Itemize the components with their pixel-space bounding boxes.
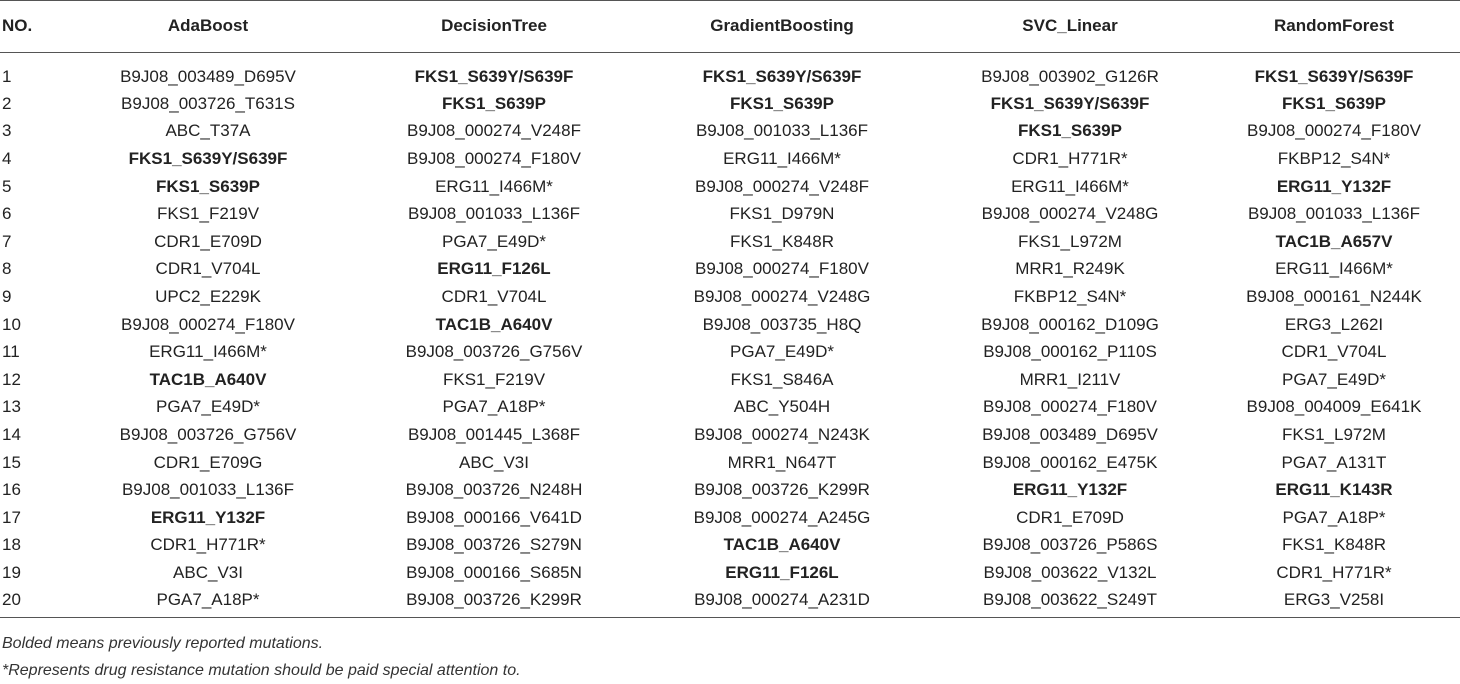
table-row [0,393,1460,421]
gradientboosting-mutation-cell: B9J08_003735_H8Q [702,314,862,334]
svc-linear-mutation-cell: B9J08_003902_G126R [981,66,1159,86]
svc-linear-mutation-cell: ERG11_I466M* [1011,176,1129,196]
gradientboosting-mutation-cell: B9J08_000274_A245G [693,507,871,527]
header-randomforest: RandomForest [1208,0,1460,52]
table-row [0,255,1460,283]
gradientboosting-mutation-cell: B9J08_000274_N243K [694,424,870,444]
header-gradientboosting: GradientBoosting [632,0,932,52]
randomforest-mutation-cell: ERG11_K143R [1275,480,1393,500]
row-number-cell: 3 [2,121,12,141]
randomforest-mutation-cell: B9J08_004009_E641K [1246,397,1422,417]
decisiontree-mutation-cell: B9J08_001033_L136F [407,204,581,224]
decisiontree-mutation-cell: CDR1_V704L [441,286,547,306]
randomforest-mutation-cell: FKS1_S639P [1282,93,1386,113]
table-row [0,421,1460,449]
bold-footnote: Bolded means previously reported mutations. [2,635,324,652]
svc-linear-mutation-cell: ERG11_Y132F [1012,480,1128,500]
gradientboosting-mutation-cell: B9J08_000274_V248F [695,176,869,196]
randomforest-mutation-cell: ERG3_V258I [1208,586,1460,618]
svc-linear-mutation-cell: B9J08_003622_S249T [932,586,1208,618]
gradientboosting-mutation-cell: MRR1_N647T [727,452,837,472]
decisiontree-mutation-cell: B9J08_001445_L368F [407,424,581,444]
svc-linear-mutation-cell: FKS1_S639P [1018,121,1122,141]
svc-linear-mutation-cell: B9J08_003622_V132L [983,562,1157,582]
row-number-cell: 6 [2,204,12,224]
table-footnotes [2,630,521,684]
svc-linear-mutation-cell: B9J08_000162_E475K [982,452,1158,472]
row-number-cell: 15 [2,452,21,472]
adaboost-mutation-cell: PGA7_E49D* [156,397,260,417]
randomforest-mutation-cell: FKBP12_S4N* [1277,148,1391,168]
adaboost-mutation-cell: ABC_T37A [165,121,251,141]
randomforest-mutation-cell: FKS1_L972M [1282,424,1386,444]
table-row [0,172,1460,200]
svc-linear-mutation-cell: B9J08_000162_P110S [983,342,1157,362]
randomforest-mutation-cell: FKS1_S639Y/S639F [1254,66,1414,86]
decisiontree-mutation-cell: B9J08_003726_K299R [356,586,632,618]
randomforest-mutation-cell: ERG11_I466M* [1275,259,1393,279]
table-body [0,52,1460,618]
gradientboosting-mutation-cell: ERG11_F126L [725,562,839,582]
row-number-cell: 12 [2,369,21,389]
adaboost-mutation-cell: CDR1_E709D [154,231,262,251]
svc-linear-mutation-cell: B9J08_003726_P586S [982,535,1158,555]
row-number-cell: 9 [2,286,12,306]
randomforest-mutation-cell: ERG3_L262I [1284,314,1384,334]
svc-linear-mutation-cell: B9J08_003489_D695V [982,424,1158,444]
gradientboosting-mutation-cell: FKS1_S846A [730,369,834,389]
table-row [0,586,1460,618]
table-row [0,90,1460,118]
decisiontree-mutation-cell: ERG11_I466M* [435,176,553,196]
adaboost-mutation-cell: B9J08_001033_L136F [121,480,295,500]
decisiontree-mutation-cell: B9J08_000166_V641D [406,507,582,527]
adaboost-mutation-cell: FKS1_F219V [156,204,260,224]
table-row [0,227,1460,255]
decisiontree-mutation-cell: FKS1_S639Y/S639F [414,66,574,86]
gradientboosting-mutation-cell: B9J08_000274_V248G [693,286,871,306]
decisiontree-mutation-cell: B9J08_000274_F180V [407,148,581,168]
randomforest-mutation-cell: B9J08_000274_F180V [1247,121,1421,141]
row-number-cell: 1 [2,66,12,86]
row-number-cell: 19 [2,562,21,582]
row-number-cell: 17 [2,507,21,527]
svc-linear-mutation-cell: B9J08_000162_D109G [981,314,1159,334]
svc-linear-mutation-cell: CDR1_E709D [1016,507,1124,527]
table-row [0,200,1460,228]
decisiontree-mutation-cell: TAC1B_A640V [435,314,553,334]
svc-linear-mutation-cell: FKS1_S639Y/S639F [990,93,1150,113]
adaboost-mutation-cell: CDR1_V704L [155,259,261,279]
table-row [0,338,1460,366]
row-number-cell: 16 [2,480,21,500]
table-row [0,559,1460,587]
row-number-cell: 14 [2,424,21,444]
header-no: NO. [0,0,60,52]
row-number-cell: 4 [2,148,12,168]
adaboost-mutation-cell: ABC_V3I [173,562,243,582]
header-adaboost: AdaBoost [60,0,356,52]
decisiontree-mutation-cell: B9J08_003726_S279N [406,535,582,555]
gradientboosting-mutation-cell: FKS1_S639P [730,93,834,113]
decisiontree-mutation-cell: PGA7_E49D* [442,231,546,251]
table-row [0,310,1460,338]
decisiontree-mutation-cell: PGA7_A18P* [442,397,546,417]
row-number-cell: 20 [0,586,60,618]
randomforest-mutation-cell: CDR1_V704L [1281,342,1387,362]
randomforest-mutation-cell: B9J08_001033_L136F [1247,204,1421,224]
adaboost-mutation-cell: ERG11_Y132F [150,507,266,527]
header-decisiontree: DecisionTree [356,0,632,52]
randomforest-mutation-cell: FKS1_K848R [1282,535,1386,555]
adaboost-mutation-cell: B9J08_003489_D695V [120,66,296,86]
gradientboosting-mutation-cell: ERG11_I466M* [723,148,841,168]
row-number-cell: 5 [2,176,12,196]
gradientboosting-mutation-cell: TAC1B_A640V [723,535,841,555]
row-number-cell: 10 [2,314,21,334]
adaboost-mutation-cell: UPC2_E229K [155,286,261,306]
svc-linear-mutation-cell: B9J08_000274_F180V [983,397,1157,417]
gradientboosting-mutation-cell: B9J08_001033_L136F [695,121,869,141]
table-row [0,365,1460,393]
decisiontree-mutation-cell: ABC_V3I [459,452,529,472]
decisiontree-mutation-cell: B9J08_003726_N248H [405,480,583,500]
table-row [0,145,1460,173]
row-number-cell: 11 [2,342,20,362]
table-row [0,503,1460,531]
svc-linear-mutation-cell: MRR1_R249K [1015,259,1125,279]
randomforest-mutation-cell: PGA7_A18P* [1282,507,1386,527]
randomforest-mutation-cell: CDR1_H771R* [1276,562,1392,582]
table-row [0,476,1460,504]
gradientboosting-mutation-cell: FKS1_D979N [729,204,835,224]
row-number-cell: 8 [2,259,12,279]
table-row [0,117,1460,145]
adaboost-mutation-cell: CDR1_H771R* [150,535,266,555]
row-number-cell: 7 [2,231,12,251]
randomforest-mutation-cell: ERG11_Y132F [1276,176,1392,196]
adaboost-mutation-cell: B9J08_000274_F180V [121,314,295,334]
randomforest-mutation-cell: TAC1B_A657V [1275,231,1393,251]
svc-linear-mutation-cell: MRR1_I211V [1019,369,1121,389]
decisiontree-mutation-cell: FKS1_F219V [442,369,546,389]
table-row [0,448,1460,476]
table-row [0,283,1460,311]
gradientboosting-mutation-cell: ABC_Y504H [733,397,831,417]
star-footnote: *Represents drug resistance mutation should be paid special attention to. [2,662,521,679]
randomforest-mutation-cell: PGA7_E49D* [1282,369,1386,389]
decisiontree-mutation-cell: B9J08_003726_G756V [405,342,583,362]
adaboost-mutation-cell: PGA7_A18P* [60,586,356,618]
row-number-cell: 13 [2,397,21,417]
svc-linear-mutation-cell: CDR1_H771R* [1012,148,1128,168]
table-row [0,52,1460,90]
adaboost-mutation-cell: ERG11_I466M* [149,342,267,362]
gradientboosting-mutation-cell: B9J08_000274_A231D [632,586,932,618]
decisiontree-mutation-cell: B9J08_000166_S685N [406,562,582,582]
decisiontree-mutation-cell: B9J08_000274_V248F [407,121,581,141]
table-header-row [0,0,1460,52]
gradientboosting-mutation-cell: B9J08_003726_K299R [694,480,870,500]
gradientboosting-mutation-cell: B9J08_000274_F180V [695,259,869,279]
decisiontree-mutation-cell: FKS1_S639P [442,93,546,113]
adaboost-mutation-cell: B9J08_003726_G756V [119,424,297,444]
randomforest-mutation-cell: PGA7_A131T [1281,452,1387,472]
table-row [0,531,1460,559]
svc-linear-mutation-cell: FKBP12_S4N* [1013,286,1127,306]
row-number-cell: 18 [2,535,21,555]
svc-linear-mutation-cell: FKS1_L972M [1018,231,1122,251]
gradientboosting-mutation-cell: FKS1_S639Y/S639F [702,66,862,86]
gradientboosting-mutation-cell: PGA7_E49D* [730,342,834,362]
adaboost-mutation-cell: FKS1_S639Y/S639F [128,148,288,168]
randomforest-mutation-cell: B9J08_000161_N244K [1246,286,1422,306]
adaboost-mutation-cell: CDR1_E709G [153,452,263,472]
adaboost-mutation-cell: TAC1B_A640V [149,369,267,389]
row-number-cell: 2 [2,93,12,113]
header-svc-linear: SVC_Linear [932,0,1208,52]
svc-linear-mutation-cell: B9J08_000274_V248G [981,204,1159,224]
decisiontree-mutation-cell: ERG11_F126L [437,259,551,279]
gradientboosting-mutation-cell: FKS1_K848R [730,231,834,251]
adaboost-mutation-cell: FKS1_S639P [156,176,260,196]
adaboost-mutation-cell: B9J08_003726_T631S [121,93,295,113]
